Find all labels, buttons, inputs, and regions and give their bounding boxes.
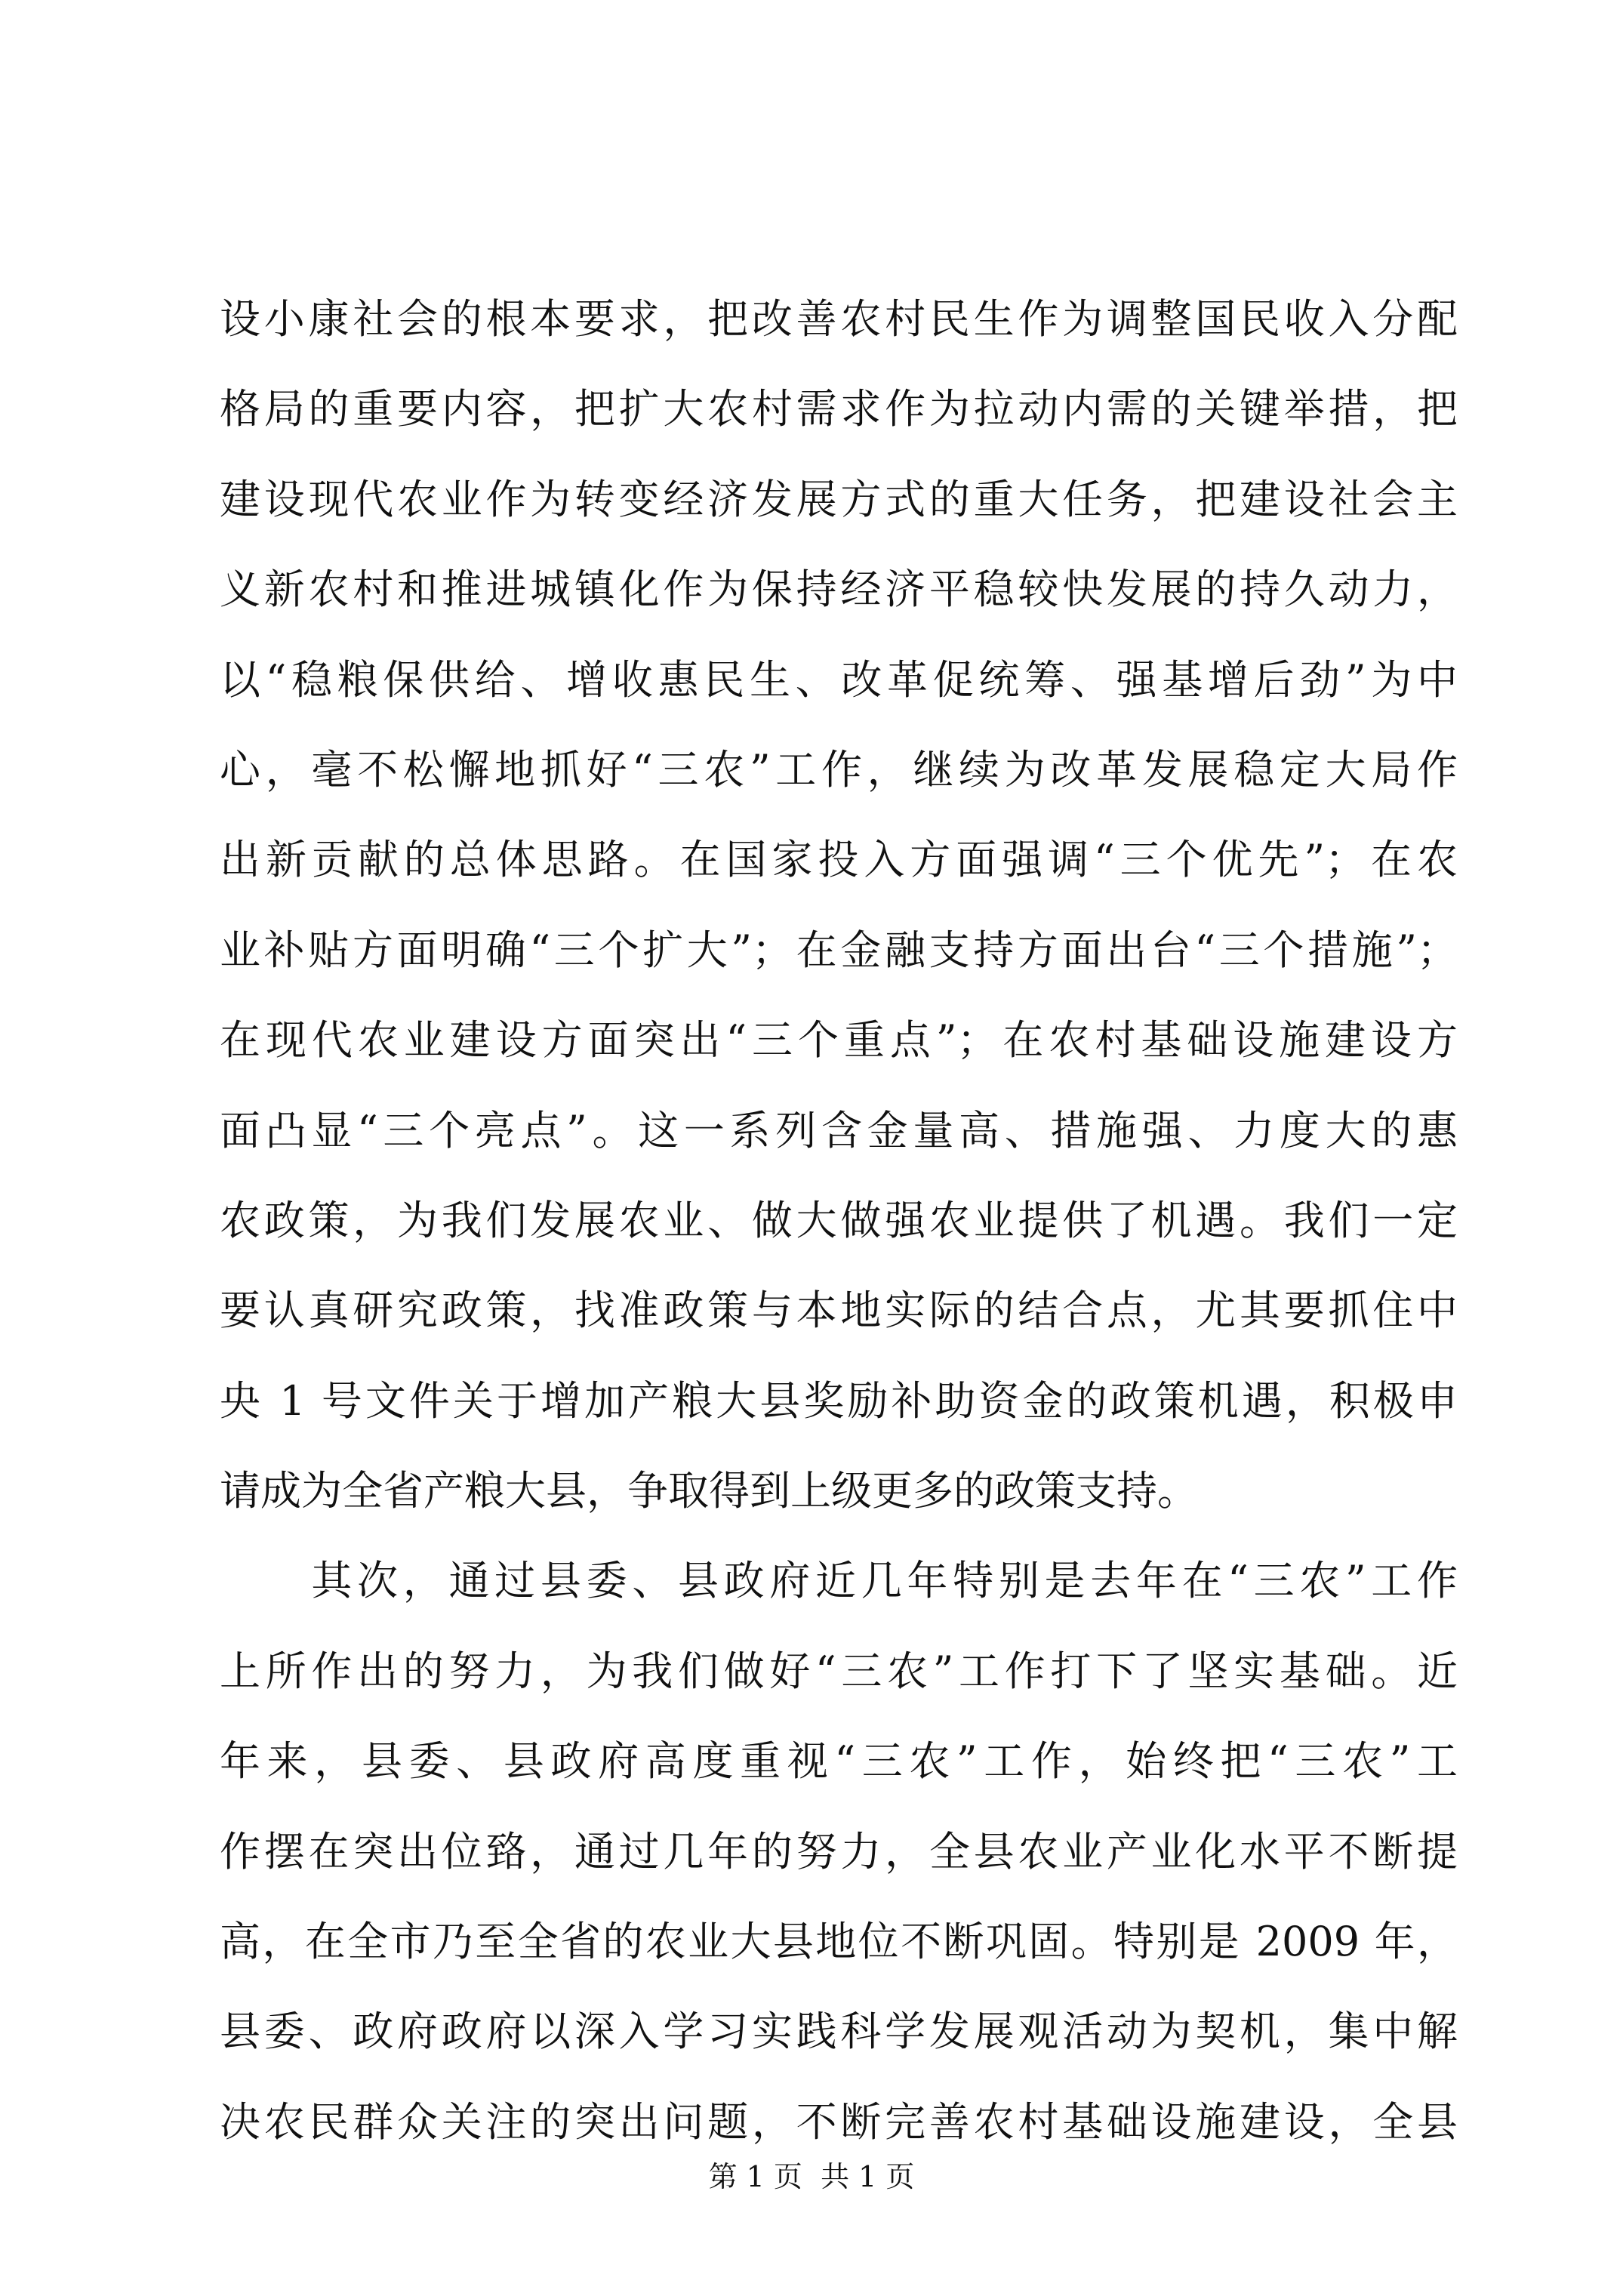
text-line: 要认真研究政策，找准政策与本地实际的结合点，尤其要抓住中	[220, 1287, 1458, 1335]
text-line: 年来，县委、县政府高度重视“三农”工作，始终把“三农”工	[220, 1737, 1458, 1786]
document-body	[220, 274, 1458, 2167]
text-line: 央 1 号文件关于增加产粮大县奖励补助资金的政策机遇，积极申	[220, 1376, 1458, 1425]
text-line: 以“稳粮保供给、增收惠民生、改革促统筹、强基增后劲”为中	[220, 655, 1458, 704]
text-line: 业补贴方面明确“三个扩大”；在金融支持方面出台“三个措施”；	[220, 926, 1458, 974]
text-line: 决农民群众关注的突出问题，不断完善农村基础设施建设，全县	[220, 2097, 1458, 2146]
text-line: 出新贡献的总体思路。在国家投入方面强调“三个优先”；在农	[220, 836, 1458, 884]
text-line: 面凸显“三个亮点”。这一系列含金量高、措施强、力度大的惠	[220, 1106, 1458, 1154]
text-line: 格局的重要内容，把扩大农村需求作为拉动内需的关键举措，把	[220, 385, 1458, 433]
text-line: 心，毫不松懈地抓好“三农”工作，继续为改革发展稳定大局作	[220, 745, 1458, 794]
text-line: 义新农村和推进城镇化作为保持经济平稳较快发展的持久动力，	[220, 566, 1458, 614]
text-line: 作摆在突出位臵，通过几年的努力，全县农业产业化水平不断提	[220, 1827, 1458, 1875]
text-line: 设小康社会的根本要求，把改善农村民生作为调整国民收入分配	[220, 295, 1458, 343]
text-line: 农政策，为我们发展农业、做大做强农业提供了机遇。我们一定	[220, 1196, 1458, 1244]
text-line: 县委、政府政府以深入学习实践科学发展观活动为契机，集中解	[220, 2008, 1458, 2056]
text-line: 上所作出的努力，为我们做好“三农”工作打下了坚实基础。近	[220, 1647, 1458, 1695]
text-line: 请成为全省产粮大县，争取得到上级更多的政策支持。	[220, 1467, 1198, 1515]
page-number-footer: 第 1 页 共 1 页	[708, 2160, 915, 2193]
text-line: 其次，通过县委、县政府近几年特别是去年在“三农”工作	[220, 1557, 1458, 1605]
text-line: 建设现代农业作为转变经济发展方式的重大任务，把建设社会主	[220, 475, 1458, 523]
text-line: 高，在全市乃至全省的农业大县地位不断巩固。特别是 2009 年，	[220, 1918, 1458, 1966]
text-line: 在现代农业建设方面突出“三个重点”；在农村基础设施建设方	[220, 1016, 1458, 1065]
